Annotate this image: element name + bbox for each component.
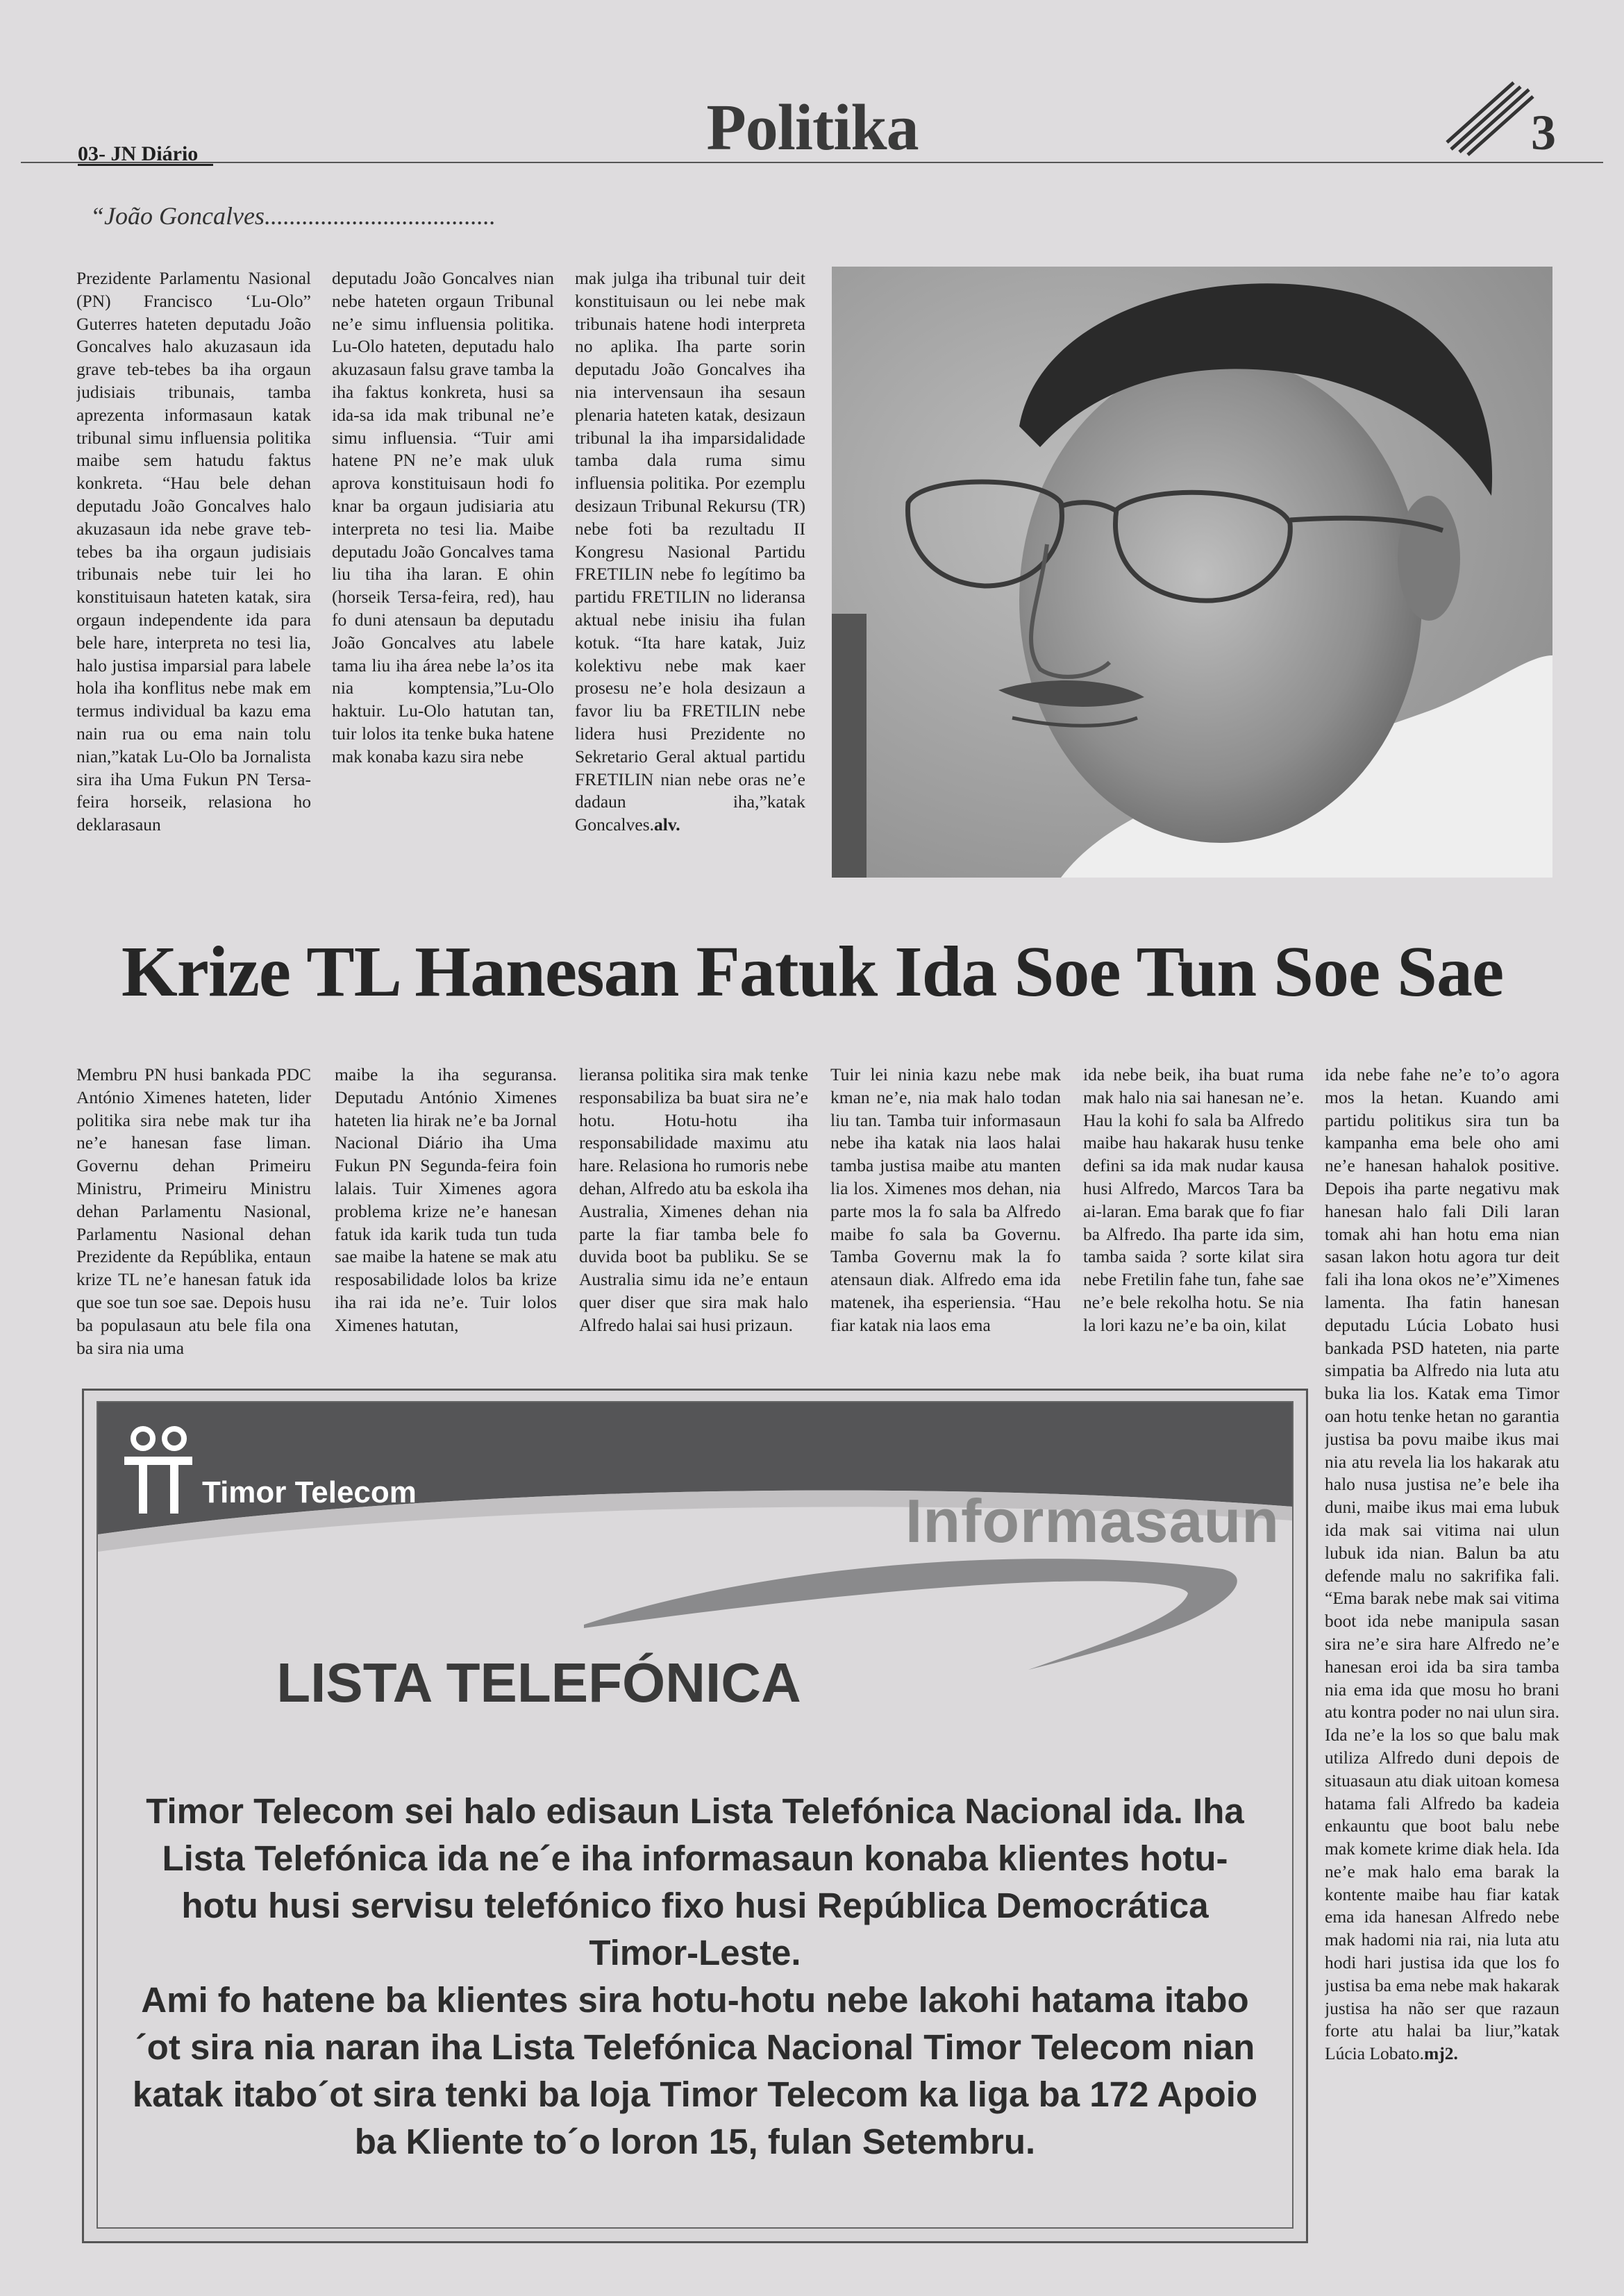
article2-headline: Krize TL Hanesan Fatuk Ida Soe Tun Soe Sae xyxy=(121,932,1504,1012)
advertisement-inner xyxy=(97,1401,1294,2229)
article1-column-1 xyxy=(76,267,311,896)
header-rule xyxy=(21,162,1603,163)
page-number: 3 xyxy=(1531,105,1556,160)
article-byline: “João Goncalves..................................... xyxy=(90,202,496,230)
article2-column-5-text: ida nebe beik, iha buat ruma mak halo nia sai hanesan ne’e. Hau la kohi fo sala ba Alfredo maibe hau hakarak husu tenke defini sa ida mak nudar kausa husi Alfredo, Marcos Tara ba ai-laran. Ema barak que fo fiar ba Alfredo. Iha parte ida sim, tamba saida ? sorte kilat sira nebe Fretilin fahe tun, fahe sae ne’e bele rekolha hotu. Se nia la lori kazu ne’e ba oin, kilat xyxy=(1083,1064,1304,1335)
article2-column-4 xyxy=(830,1064,1061,1386)
article1-column-2-text: deputadu João Goncalves nian nebe hateten orgaun Tribunal ne’e simu influensia politika. Lu-Olo hateten, deputadu halo akuzasaun falsu grave tamba la iha faktus konkreta, husi sa ida-sa ida mak tribunal ne’e simu influensia. “Tuir ami hatene PN ne’e mak uluk aprova konstituisaun hodi fo knar ba orgaun judisiaria atu interpreta no tesi lia. Maibe deputadu João Goncalves tama liu tiha iha laran. E ohin (horseik Tersa-feira, red), hau fo duni atensaun ba deputadu João Goncalves atu labele tama liu iha área nebe la’os ita nia komptensia,”Lu-Olo haktuir. Lu-Olo hatutan tan, tuir lolos ita tenke buka hatene mak konaba kazu sira nebe xyxy=(332,268,554,766)
article1-column-1-text: Prezidente Parlamentu Nasional (PN) Francisco ‘Lu-Olo” Guterres hateten deputadu João Goncalves halo akuzasaun ida grave teb-tebes ba iha orgaun judisiais tribunais, tamba aprezenta informasaun katak tribunal simu influensia politika maibe sem hatudu faktus konkreta. “Hau bele dehan deputadu João Goncalves halo akuzasaun ida nebe grave teb-tebes ba iha orgaun judisiais tribunais nebe tuir lei ho konstituisaun hateten katak, sira orgaun independente ida para bele hare, interpreta no tesi lia, halo justisa imparsial para labele hola iha konflitus nebe mak em termus individual ba kazu ema nain rua ou ema nain tolu nian,”katak Lu-Olo ba Jornalista sira iha Uma Fukun PN Tersa-feira horseik, relasiona ho deklarasaun xyxy=(76,268,311,835)
article1-signature: alv. xyxy=(654,814,680,835)
article2-column-6-text: ida nebe fahe ne’e to’o agora mos la hetan. Kuando ami partidu politikus sira tun ba kampanha ema bele oho ami ne’e hanesan hahalok positive. Depois iha parte negativu mak hanesan halo fali Dili laran tomak ahi han hotu ema nian sasan lakon hotu agora tur deit fali iha lona okos ne’e”Ximenes lamenta. Iha fatin hanesan deputadu Lúcia Lobato husi bankada PSD hateten, nia parte simpatia ba Alfredo nia luta atu buka lia los. Katak ema Timor oan hotu tenke hetan no garantia justisa ba povu maibe ikus mai nia atu revela lia los hakarak atu halo nusa justisa ne’e bele iha duni, maibe ikus mai ema lubuk ida mak sai vitima nai ulun lubuk ida nian. Balun ba atu defende malu no sakrifika fali. “Ema barak nebe mak sai vitima boot ida nebe manipula sasan sira ne’e sira hare Alfredo ne’e hanesan eroi ida ba sira tamba nia ema ida que mosu ho brani atu kontra poder no nai ulun sira. Ida ne’e la los so que balu mak utiliza Alfredo duni depois de situasaun atu diak uitoan komesa hatama fali Alfredo ba kadeia enkauntu que boot balu nebe mak komete krime diak hela. Ida ne’e mak halo ema barak la kontente maibe hau fiar katak ema ida hanesan Alfredo nebe mak hadomi nia rai, nia luta atu hodi hari justisa ida que los fo justisa ba ema nebe mak hakarak justisa ha não ser que razaun forte atu halai ba liur,”katak Lúcia Lobato. xyxy=(1325,1064,1559,2064)
article2-column-2 xyxy=(335,1064,557,1386)
advertiser-brand: Timor Telecom xyxy=(202,1475,417,1509)
advertisement-body xyxy=(126,1788,1264,2165)
diagonal-stripes-icon xyxy=(1444,80,1534,156)
portrait-photo-graphic xyxy=(832,267,1552,878)
article2-signature: mj2. xyxy=(1424,2043,1458,2064)
newspaper-issue-label: 03- JN Diário xyxy=(78,142,199,165)
article2-column-3-text: lieransa politika sira mak tenke responsabiliza ba buat sira ne’e hotu. Hotu-hotu iha responsabilidade maximu atu hare. Relasiona ho rumoris nebe dehan, Alfredo atu ba eskola iha Australia, Ximenes dehan nia parte la fiar tamba bele fo duvida boot ba publiku. Se se Australia simu ida ne’e entaun quer diser que sira mak halo Alfredo halai sai husi prizaun. xyxy=(579,1064,808,1335)
article1-column-3 xyxy=(575,267,805,896)
advertisement-paragraph-1: Timor Telecom sei halo edisaun Lista Telefónica Nacional ida. Iha Lista Telefónica ida ne´e iha informasaun konaba klientes hotu- hotu husi servisu telefónico fixo husi República Democrática Timor-Leste. xyxy=(146,1791,1244,1972)
advertisement-box xyxy=(82,1389,1308,2243)
portrait-photo xyxy=(832,267,1552,878)
article2-column-1-text: Membru PN husi bankada PDC António Ximenes hateten, lider politika sira nebe mak tur iha ne’e hanesan fase liman. Governu dehan Primeiru Ministru, Primeiru Ministru dehan Parlamentu Nasional, Parlamentu Nasional dehan Prezidente da Repúblika, entaun krize TL ne’e hanesan fatuk ida que soe tun soe sae. Depois husu ba populasaun atu bele fila ona ba sira nia uma xyxy=(76,1064,311,1358)
advertisement-title: LISTA TELEFÓNICA xyxy=(276,1652,801,1713)
advertisement-label: Informasaun xyxy=(905,1486,1280,1555)
article1-column-3-text: mak julga iha tribunal tuir deit konstituisaun ou lei nebe mak tribunais hatene hodi interpreta no aplika. Iha parte sorin deputadu João Goncalves iha nia intervensaun iha sesaun plenaria hateten katak, desizaun tribunal la iha imparsidalidade tamba dala ruma simu influensia politika. Por ezemplu desizaun Tribunal Rekursu (TR) nebe foti ba rezultadu II Kongresu Nasional Partidu FRETILIN nebe fo legítimo ba partidu FRETILIN no lideransa aktual nebe inisiu iha fulan kotuk. “Ita hare katak, Juiz kolektivu nebe mak kaer prosesu ne’e hola desizaun a favor liu ba FRETILIN nebe lidera husi Prezidente no Sekretario Geral aktual partidu FRETILIN nian nebe oras ne’e dadaun iha,”katak Goncalves. xyxy=(575,268,805,835)
advertisement-paragraph-2: Ami fo hatene ba klientes sira hotu-hotu nebe lakohi hatama itabo´ot sira nia naran iha Lista Telefónica Nacional Timor Telecom nian katak itabo´ot sira tenki ba loja Timor Telecom ka liga ba 172 Apoio ba Kliente to´o loron 15, fulan Setembru. xyxy=(132,1980,1258,2161)
article2-column-2-text: maibe la iha seguransa. Deputadu António Ximenes hateten lia hirak ne’e ba Jornal Nacional Diário iha Uma Fukun PN Segunda-feira foin lalais. Tuir Ximenes agora problema krize ne’e hanesan fatuk ida karik tuda tun tuda sae maibe la hatene se mak atu resposabilidade lolos ba krize iha rai ida ne’e. Tuir lolos Ximenes hatutan, xyxy=(335,1064,557,1335)
section-title: Politika xyxy=(706,92,919,164)
article2-column-3 xyxy=(579,1064,808,1386)
article2-column-4-text: Tuir lei ninia kazu nebe mak kman ne’e, nia mak halo todan liu tan. Tamba tuir informasaun nebe iha katak nia laos halai tamba justisa maibe atu manten lia los. Ximenes mos dehan, nia parte mos la fo sala ba Alfredo maibe fo sala ba Governu. Tamba Governu mak la fo atensaun diak. Alfredo ema ida matenek, iha esperiensia. “Hau fiar katak nia laos ema xyxy=(830,1064,1061,1335)
article2-column-1 xyxy=(76,1064,311,1386)
header-rule-accent xyxy=(78,164,213,166)
article1-column-2 xyxy=(332,267,554,896)
article2-column-5 xyxy=(1083,1064,1304,1386)
article2-column-6 xyxy=(1325,1064,1559,2230)
timor-telecom-logo-icon xyxy=(119,1423,199,1520)
